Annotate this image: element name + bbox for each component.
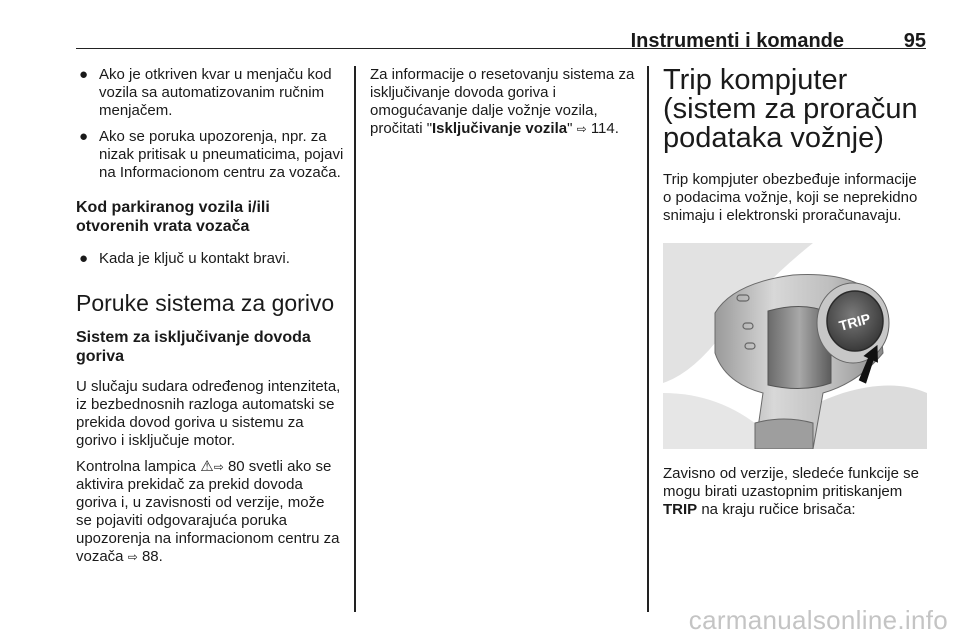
column-divider-1 — [354, 66, 356, 612]
page-number: 95 — [903, 30, 926, 52]
bullet-item: ● Kada je ključ u kontakt bravi. — [79, 250, 290, 267]
section-heading-trip-computer: Trip kompjuter (sistem za proračun podataka vožnje) — [663, 64, 918, 154]
chapter-title: Instrumenti i komande — [630, 30, 844, 52]
paragraph-warning-lamp: Kontrolna lampica ⚠⇨ 80 svetli ako se aktivira prekidač za prekid dovoda goriva i, u zavisnosti od verzije, može se pojaviti odgovarajuća poruka upozorenja na informacionom centru za vozača ⇨ 88. — [76, 458, 340, 565]
subheading-fuel-cutoff: Sistem za isključivanje dovoda goriva — [76, 329, 311, 365]
warning-triangle-icon: ⚠ — [200, 458, 214, 475]
bullet-item: ● Ako se poruka upozorenja, npr. za nizak pritisak u pneumaticima, pojavi na Informacionom centru za vozača. — [79, 128, 344, 181]
watermark-text: carmanualsonline.info — [688, 605, 948, 635]
column-3 — [663, 66, 927, 519]
page-ref-arrow-icon: ⇨ — [576, 122, 587, 136]
page-reference-link[interactable]: 114. — [590, 120, 619, 137]
paragraph-trip-intro: Trip kompjuter obezbeđuje informacije o podacima vožnje, koji se neprekidno snimaju i elektronski proračunavaju. — [663, 171, 918, 224]
page-ref-arrow-icon: ⇨ — [127, 550, 138, 564]
subheading-parked-vehicle: Kod parkiranog vozila i/ili otvorenih vrata vozača — [76, 199, 270, 235]
paragraph-crash-cutoff: U slučaju sudara određenog intenziteta, iz bezbednosnih razloga automatski se prekida dovod goriva u sistemu za gorivo i isključuje motor. — [76, 378, 341, 449]
paragraph-trip-functions: Zavisno od verzije, sledeće funkcije se mogu birati uzastopnim pritiskanjem TRIP na kraju ručice brisača: — [663, 465, 919, 518]
bullet-item: ● Ako je otkriven kvar u menjaču kod vozila sa automatizovanim ručnim menjačem. — [79, 66, 332, 119]
page-header — [76, 0, 926, 52]
section-heading-fuel-system: Poruke sistema za gorivo — [76, 290, 335, 316]
trip-button-illustration — [663, 243, 927, 449]
column-1 — [76, 66, 344, 566]
bold-reference-title: Isključivanje vozila — [432, 120, 568, 137]
bold-trip-word: TRIP — [663, 501, 698, 518]
paragraph-reset-info: Za informacije o resetovanju sistema za isključivanje dovoda goriva i omogućavanje dalje vožnje vozila, pročitati "Isključivanje vozila" ⇨ 114. — [370, 66, 635, 137]
bullet-icon: ● — [79, 250, 89, 267]
trip-button-label: TRIP — [837, 310, 873, 334]
page-reference-link[interactable]: 88. — [141, 548, 163, 565]
bullet-icon: ● — [79, 66, 89, 83]
page-reference-link[interactable]: 80 — [227, 458, 245, 475]
page-ref-arrow-icon: ⇨ — [213, 460, 224, 474]
stalk-base — [755, 419, 813, 449]
bullet-icon: ● — [79, 128, 89, 145]
column-2 — [370, 66, 638, 138]
wiper-stalk-drawing — [663, 243, 927, 449]
column-divider-2 — [647, 66, 649, 612]
